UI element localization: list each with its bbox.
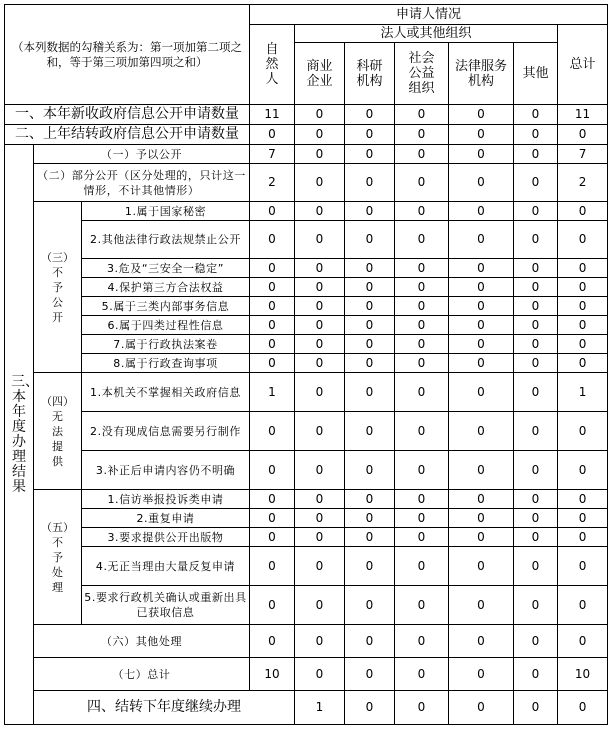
- cell-natural: 0: [250, 297, 295, 316]
- cell-commercial: 0: [295, 145, 345, 164]
- table-row: [5, 335, 608, 354]
- table-row: [5, 528, 608, 547]
- header-applicant-situation: 申请人情况: [250, 5, 608, 25]
- table-row: [5, 547, 608, 586]
- cell-legal-service: 0: [449, 202, 514, 221]
- info-disclosure-table: [4, 4, 608, 725]
- header-other: 其他: [514, 43, 558, 105]
- group-3-text: 不予公开: [52, 265, 63, 324]
- cell-other: 0: [514, 297, 558, 316]
- cell-total: 0: [558, 586, 608, 625]
- cell-public-welfare: 0: [395, 373, 449, 412]
- cell-research: 0: [345, 658, 395, 691]
- cell-other: 0: [514, 202, 558, 221]
- cell-total: 0: [558, 490, 608, 509]
- cell-research: 0: [345, 451, 395, 490]
- cell-natural: 10: [250, 658, 295, 691]
- cell-legal-service: 0: [449, 125, 514, 145]
- cell-total: 0: [558, 125, 608, 145]
- group-4-label: [34, 373, 82, 490]
- cell-other: 0: [558, 691, 608, 725]
- cell-commercial: 0: [295, 625, 345, 658]
- table-row: [5, 625, 608, 658]
- table-row: [5, 221, 608, 259]
- cell-legal-service: 0: [449, 528, 514, 547]
- section-3-text: 三、本年度办理结果: [11, 373, 39, 495]
- cell-legal-service: 0: [514, 691, 558, 725]
- cell-public-welfare: 0: [395, 105, 449, 125]
- cell-legal-service: 0: [449, 335, 514, 354]
- table-row: [5, 354, 608, 373]
- cell-other: 0: [514, 278, 558, 297]
- legal-service-label: 法律服务机构: [454, 58, 507, 89]
- cell-public-welfare: 0: [395, 490, 449, 509]
- cell-research: 0: [345, 316, 395, 335]
- cell-other: 0: [514, 509, 558, 528]
- public-welfare-label: 社会公益组织: [408, 51, 435, 96]
- cell-total: 0: [558, 259, 608, 278]
- cell-natural: 0: [250, 490, 295, 509]
- cell-public-welfare: 0: [395, 202, 449, 221]
- cell-other: 0: [514, 125, 558, 145]
- relation-note: （本列数据的勾稽关系为：第一项加第二项之和，等于第三项加第四项之和）: [5, 5, 250, 105]
- cell-public-welfare: 0: [449, 691, 514, 725]
- cell-research: 0: [345, 202, 395, 221]
- cell-other: 0: [514, 412, 558, 451]
- cell-legal-service: 0: [449, 586, 514, 625]
- cell-other: 0: [514, 586, 558, 625]
- cell-natural: 0: [250, 221, 295, 259]
- cell-research: 0: [395, 691, 449, 725]
- table-row: [5, 164, 608, 202]
- row-label: 5.要求行政机关确认或重新出具已获取信息: [82, 586, 250, 625]
- cell-total: 0: [558, 509, 608, 528]
- cell-natural: 0: [250, 451, 295, 490]
- row-label: 1.本机关不掌握相关政府信息: [82, 373, 250, 412]
- cell-public-welfare: 0: [395, 297, 449, 316]
- group-4-prefix: （四）: [41, 394, 74, 408]
- cell-total: 0: [558, 547, 608, 586]
- cell-research: 0: [345, 354, 395, 373]
- cell-total: 0: [558, 335, 608, 354]
- cell-commercial: 0: [295, 354, 345, 373]
- row-label: （一）予以公开: [34, 145, 250, 164]
- cell-other: 0: [514, 105, 558, 125]
- row-label: 4.无正当理由大量反复申请: [82, 547, 250, 586]
- cell-natural: 11: [250, 105, 295, 125]
- cell-commercial: 0: [295, 164, 345, 202]
- cell-public-welfare: 0: [395, 316, 449, 335]
- cell-other: 0: [514, 335, 558, 354]
- row-label: 2.没有现成信息需要另行制作: [82, 412, 250, 451]
- cell-commercial: 0: [295, 278, 345, 297]
- cell-natural: 7: [250, 145, 295, 164]
- cell-total: 0: [558, 202, 608, 221]
- cell-commercial: 0: [345, 691, 395, 725]
- cell-public-welfare: 0: [395, 658, 449, 691]
- row-label: 四、结转下年度继续办理: [34, 691, 295, 725]
- table-row: [5, 658, 608, 691]
- cell-total: 0: [558, 297, 608, 316]
- cell-commercial: 0: [295, 547, 345, 586]
- group-3-label: [34, 202, 82, 373]
- cell-total: 0: [558, 221, 608, 259]
- cell-legal-service: 0: [449, 625, 514, 658]
- cell-public-welfare: 0: [395, 125, 449, 145]
- row-label: （六）其他处理: [34, 625, 250, 658]
- table-row: [5, 451, 608, 490]
- cell-public-welfare: 0: [395, 335, 449, 354]
- cell-natural: 0: [250, 547, 295, 586]
- cell-public-welfare: 0: [395, 145, 449, 164]
- cell-other: 0: [514, 625, 558, 658]
- cell-other: 0: [514, 451, 558, 490]
- cell-commercial: 0: [295, 259, 345, 278]
- cell-commercial: 0: [295, 335, 345, 354]
- cell-commercial: 0: [295, 373, 345, 412]
- cell-public-welfare: 0: [395, 451, 449, 490]
- row-label: 2.重复申请: [82, 509, 250, 528]
- cell-other: 0: [514, 316, 558, 335]
- cell-public-welfare: 0: [395, 625, 449, 658]
- cell-total: 0: [558, 451, 608, 490]
- table-row: [5, 125, 608, 145]
- cell-legal-service: 0: [449, 278, 514, 297]
- cell-legal-service: 0: [449, 547, 514, 586]
- cell-commercial: 0: [295, 221, 345, 259]
- cell-other: 0: [514, 658, 558, 691]
- table-row: [5, 105, 608, 125]
- cell-research: 0: [345, 259, 395, 278]
- row-label: 3.要求提供公开出版物: [82, 528, 250, 547]
- cell-natural: 0: [250, 528, 295, 547]
- cell-natural: 0: [250, 125, 295, 145]
- cell-public-welfare: 0: [395, 164, 449, 202]
- cell-research: 0: [345, 125, 395, 145]
- cell-public-welfare: 0: [395, 547, 449, 586]
- row-label: 8.属于行政查询事项: [82, 354, 250, 373]
- cell-commercial: 0: [295, 316, 345, 335]
- cell-research: 0: [345, 373, 395, 412]
- cell-other: 0: [514, 259, 558, 278]
- cell-natural: 0: [250, 278, 295, 297]
- table-row: [5, 691, 608, 725]
- cell-other: 0: [514, 373, 558, 412]
- cell-natural: 2: [250, 164, 295, 202]
- cell-total: 10: [558, 658, 608, 691]
- cell-research: 0: [345, 105, 395, 125]
- cell-other: 0: [514, 354, 558, 373]
- cell-legal-service: 0: [449, 658, 514, 691]
- cell-legal-service: 0: [449, 105, 514, 125]
- group-3-prefix: （三）: [41, 250, 74, 264]
- cell-natural: 0: [250, 509, 295, 528]
- table-row: [5, 586, 608, 625]
- cell-public-welfare: 0: [395, 354, 449, 373]
- row-label: （二）部分公开（区分处理的，只计这一情形，不计其他情形）: [34, 164, 250, 202]
- cell-research: 0: [345, 412, 395, 451]
- cell-legal-service: 0: [449, 164, 514, 202]
- cell-legal-service: 0: [449, 316, 514, 335]
- table-row: [5, 412, 608, 451]
- cell-natural: 0: [250, 259, 295, 278]
- cell-commercial: 0: [295, 658, 345, 691]
- cell-public-welfare: 0: [395, 221, 449, 259]
- group-4-text: 无法提供: [52, 409, 63, 468]
- table-row: [5, 297, 608, 316]
- cell-research: 0: [345, 490, 395, 509]
- cell-legal-service: 0: [449, 221, 514, 259]
- table-row: [5, 509, 608, 528]
- cell-public-welfare: 0: [395, 586, 449, 625]
- cell-commercial: 0: [295, 490, 345, 509]
- cell-public-welfare: 0: [395, 509, 449, 528]
- cell-commercial: 0: [295, 412, 345, 451]
- cell-legal-service: 0: [449, 145, 514, 164]
- table-row: [5, 145, 608, 164]
- cell-natural: 0: [250, 316, 295, 335]
- cell-research: 0: [345, 164, 395, 202]
- table-row: [5, 259, 608, 278]
- cell-legal-service: 0: [449, 354, 514, 373]
- group-5-text: 不予处理: [52, 535, 63, 594]
- header-commercial: [295, 43, 345, 105]
- table-row: [5, 278, 608, 297]
- row-label: 一、本年新收政府信息公开申请数量: [5, 105, 250, 125]
- cell-natural: 1: [295, 691, 345, 725]
- cell-research: 0: [345, 221, 395, 259]
- table-row: [5, 373, 608, 412]
- cell-total: 11: [558, 105, 608, 125]
- row-label: 1.信访举报投诉类申请: [82, 490, 250, 509]
- row-label: 7.属于行政执法案卷: [82, 335, 250, 354]
- row-label: 6.属于四类过程性信息: [82, 316, 250, 335]
- cell-total: 2: [558, 164, 608, 202]
- cell-commercial: 0: [295, 586, 345, 625]
- cell-total: 0: [558, 354, 608, 373]
- cell-other: 0: [514, 528, 558, 547]
- cell-total: 0: [558, 528, 608, 547]
- cell-research: 0: [345, 145, 395, 164]
- cell-total: 0: [558, 412, 608, 451]
- header-total: 总计: [558, 25, 608, 105]
- row-label: 1.属于国家秘密: [82, 202, 250, 221]
- cell-commercial: 0: [295, 105, 345, 125]
- cell-natural: 0: [250, 625, 295, 658]
- cell-commercial: 0: [295, 528, 345, 547]
- commercial-label: 商业企业: [306, 58, 333, 89]
- table-row: [5, 202, 608, 221]
- cell-commercial: 0: [295, 202, 345, 221]
- cell-commercial: 0: [295, 297, 345, 316]
- cell-commercial: 0: [295, 125, 345, 145]
- cell-other: 0: [514, 490, 558, 509]
- cell-research: 0: [345, 278, 395, 297]
- cell-total: 1: [558, 373, 608, 412]
- cell-research: 0: [345, 586, 395, 625]
- cell-commercial: 0: [295, 509, 345, 528]
- row-label: 2.其他法律行政法规禁止公开: [82, 221, 250, 259]
- cell-research: 0: [345, 625, 395, 658]
- row-label: 4.保护第三方合法权益: [82, 278, 250, 297]
- header-legal-service: [449, 43, 514, 105]
- cell-legal-service: 0: [449, 297, 514, 316]
- table-row: [5, 490, 608, 509]
- cell-total: 0: [558, 316, 608, 335]
- header-natural-person: [250, 25, 295, 105]
- row-label: 二、上年结转政府信息公开申请数量: [5, 125, 250, 145]
- cell-natural: 0: [250, 335, 295, 354]
- cell-natural: 1: [250, 373, 295, 412]
- cell-total: 0: [558, 625, 608, 658]
- cell-legal-service: 0: [449, 509, 514, 528]
- row-label: 3.危及“三安全一稳定”: [82, 259, 250, 278]
- header-research: [345, 43, 395, 105]
- cell-research: 0: [345, 335, 395, 354]
- section-3-label: [5, 145, 39, 725]
- cell-legal-service: 0: [449, 412, 514, 451]
- cell-legal-service: 0: [449, 259, 514, 278]
- cell-other: 0: [514, 221, 558, 259]
- cell-legal-service: 0: [449, 490, 514, 509]
- cell-research: 0: [345, 528, 395, 547]
- cell-natural: 0: [250, 586, 295, 625]
- cell-research: 0: [345, 547, 395, 586]
- group-5-prefix: （五）: [41, 520, 74, 534]
- research-label: 科研机构: [356, 58, 383, 89]
- cell-legal-service: 0: [449, 373, 514, 412]
- cell-natural: 0: [250, 412, 295, 451]
- cell-public-welfare: 0: [395, 528, 449, 547]
- table-row: [5, 316, 608, 335]
- group-5-label: [34, 490, 82, 625]
- cell-natural: 0: [250, 354, 295, 373]
- cell-public-welfare: 0: [395, 259, 449, 278]
- cell-other: 0: [514, 547, 558, 586]
- cell-other: 0: [514, 164, 558, 202]
- cell-total: 7: [558, 145, 608, 164]
- cell-total: 0: [558, 278, 608, 297]
- cell-commercial: 0: [295, 451, 345, 490]
- row-label: （七）总计: [34, 658, 250, 691]
- row-label: 3.补正后申请内容仍不明确: [82, 451, 250, 490]
- cell-public-welfare: 0: [395, 412, 449, 451]
- row-label: 5.属于三类内部事务信息: [82, 297, 250, 316]
- cell-research: 0: [345, 509, 395, 528]
- cell-other: 0: [514, 145, 558, 164]
- cell-natural: 0: [250, 202, 295, 221]
- cell-public-welfare: 0: [395, 278, 449, 297]
- header-public-welfare: [395, 43, 449, 105]
- natural-person-label: 自然人: [265, 42, 279, 87]
- cell-research: 0: [345, 297, 395, 316]
- header-legal-group: 法人或其他组织: [295, 25, 558, 43]
- cell-legal-service: 0: [449, 451, 514, 490]
